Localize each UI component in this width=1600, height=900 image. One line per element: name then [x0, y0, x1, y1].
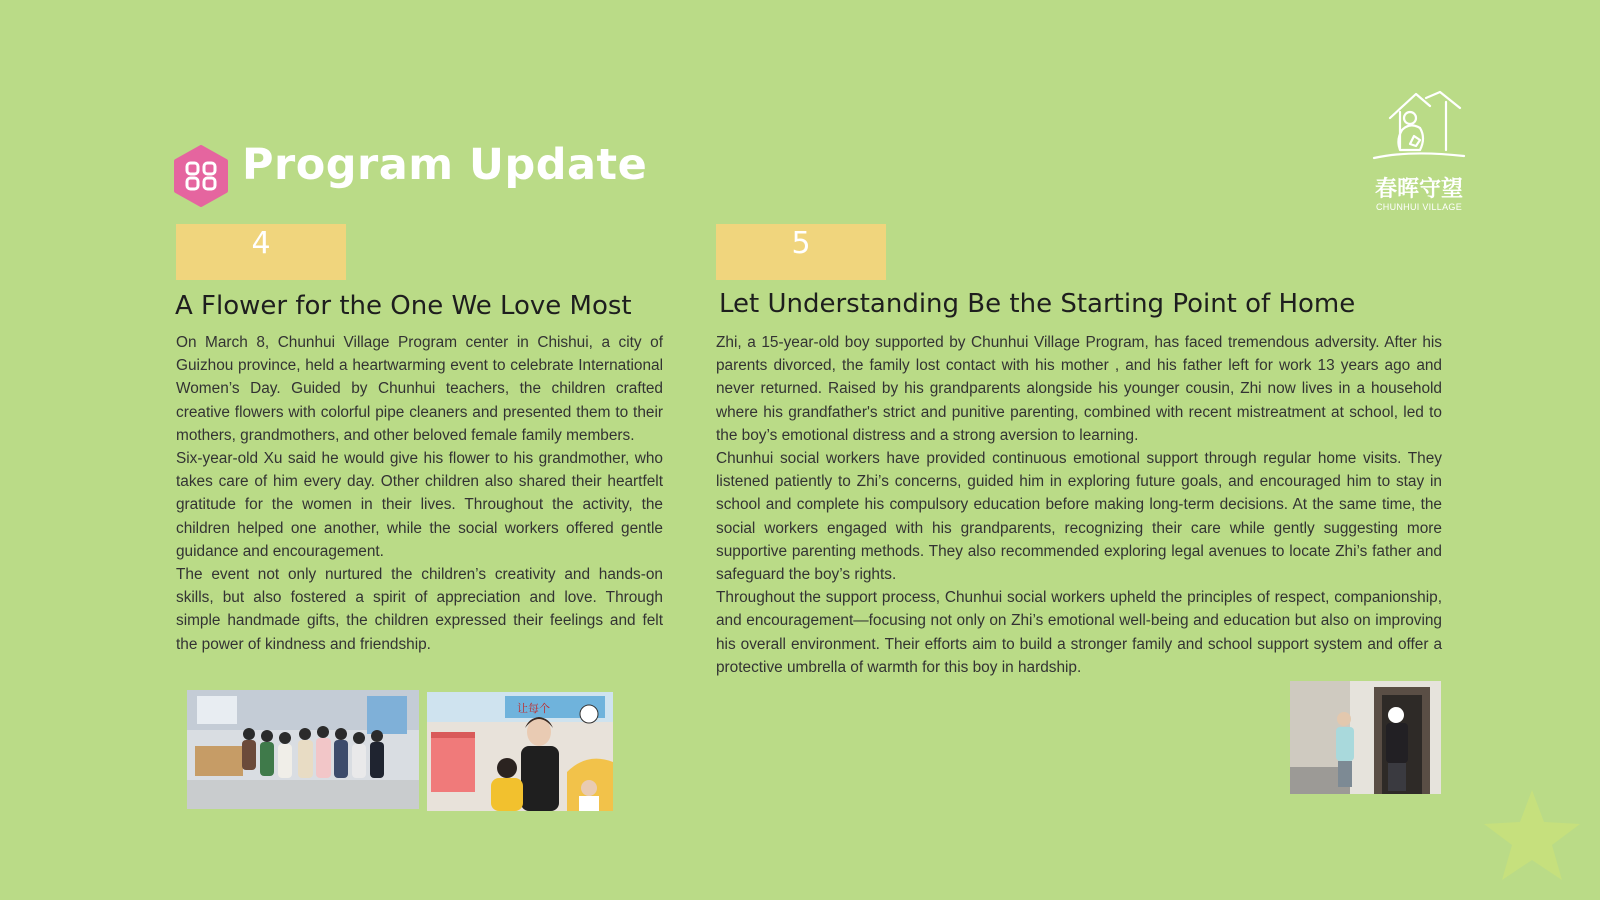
children-group-photo: [187, 690, 419, 809]
logo-chinese-name: 春晖守望: [1374, 177, 1463, 202]
article-body: [716, 331, 1442, 679]
article-body: [176, 331, 663, 656]
article-paragraph: Chunhui social workers have provided continuous emotional support through regular home visits. They listened patiently to Zhi’s concerns, guided him in exploring future goals, and encouraged him to stay in school and complete his compulsory education before making long-term decisions. At the same time, the social workers engaged with his grandparents, recognizing their care while gently suggesting more supportive parenting methods. They also recommended exploring legal avenues to locate Zhi’s father and safeguard the boy’s rights.: [716, 450, 1442, 584]
article-paragraph: Zhi, a 15-year-old boy supported by Chunhui Village Program, has faced tremendous adversity. After his parents divorced, the family lost contact with his mother , and his father left for work 13 years ago and never returned. Raised by his grandparents alongside his younger cousin, Zhi now lives in a household where his grandfather's strict and punitive parenting, combined with recent mistreatment at school, led to the boy’s emotional distress and a strong aversion to learning.: [716, 334, 1442, 444]
photo-banner-text: 让每个: [517, 702, 550, 715]
article-number-badge: 5: [716, 224, 886, 280]
logo-english-name: CHUNHUI VILLAGE: [1375, 202, 1463, 212]
teacher-child-flower-photo: [427, 692, 613, 811]
star-decoration-icon: [1482, 790, 1582, 882]
article-title: A Flower for the One We Love Most: [175, 291, 632, 321]
article-paragraph: Throughout the support process, Chunhui social workers upheld the principles of respect, companionship, and encouragement—focusing not only on Zhi’s emotional well-being and education but also on improving his overall environment. Their efforts aim to build a stronger family and school support system and offer a protective umbrella of warmth for this boy in hardship.: [716, 589, 1442, 676]
article-title: Let Understanding Be the Starting Point of Home: [719, 289, 1356, 319]
article-paragraph: Six-year-old Xu said he would give his flower to his grandmother, who takes care of him every day. Other children also shared their heartfelt gratitude for the women in their lives. Throughout the activity, the children helped one another, while the social workers offered gentle guidance and encouragement.: [176, 450, 663, 560]
article-paragraph: The event not only nurtured the children’s creativity and hands-on skills, but also fostered a spirit of appreciation and love. Through simple handmade gifts, the children expressed their feelings and felt the power of kindness and friendship.: [176, 566, 663, 653]
house-family-icon: [1370, 88, 1468, 170]
chunhui-village-logo: [1360, 88, 1478, 220]
home-visit-photo: [1290, 681, 1441, 794]
grid-icon: [172, 145, 230, 207]
article-number-badge: 4: [176, 224, 346, 280]
page-title: Program Update: [242, 140, 648, 190]
article-paragraph: On March 8, Chunhui Village Program center in Chishui, a city of Guizhou province, held a heartwarming event to celebrate International Women’s Day. Guided by Chunhui teachers, the children crafted creative flowers with colorful pipe cleaners and presented them to their mothers, grandmothers, and other beloved female family members.: [176, 334, 663, 444]
